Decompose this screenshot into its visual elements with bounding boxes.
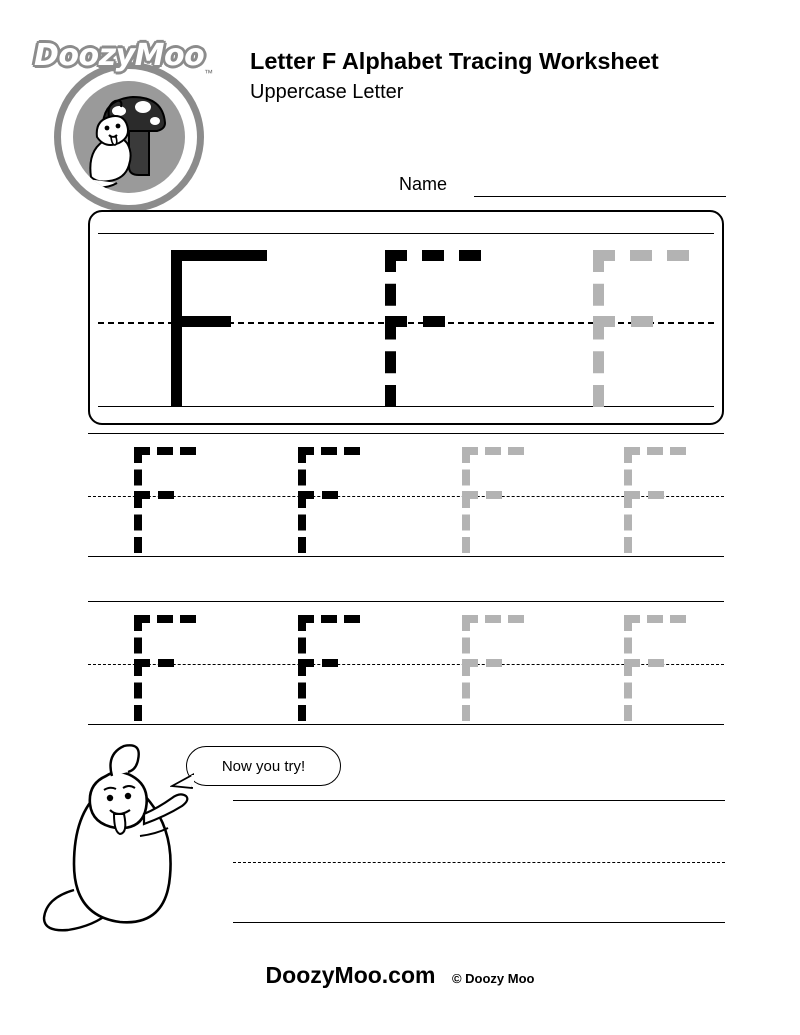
practice-letter-f-gray[interactable]	[586, 441, 666, 551]
logo-badge-inner	[73, 81, 185, 193]
big-letter-f-dashed[interactable]	[330, 242, 450, 407]
letter-arm-top	[298, 447, 360, 455]
logo-wordmark: DoozyMoo	[34, 38, 205, 73]
big-tracing-box	[88, 210, 724, 425]
speech-bubble	[186, 746, 341, 786]
guide-line-top	[98, 233, 714, 234]
letter-stem	[134, 615, 142, 721]
name-field	[399, 174, 729, 200]
letter-stem	[624, 615, 632, 721]
guide-line-bottom	[88, 556, 724, 557]
letter-stem	[624, 447, 632, 553]
logo-badge	[54, 62, 204, 212]
logo-mascot-icon	[73, 81, 185, 193]
letter-arm-top	[385, 250, 481, 261]
letter-stem	[593, 250, 604, 407]
letter-arm-middle	[298, 659, 338, 667]
letter-arm-middle	[298, 491, 338, 499]
practice-letter-f-dashed[interactable]	[260, 441, 340, 551]
guide-line-top	[233, 800, 725, 801]
letter-stem	[385, 250, 396, 407]
letter-stem	[462, 615, 470, 721]
letter-arm-top	[624, 615, 686, 623]
letter-arm-top	[134, 447, 196, 455]
practice-letter-f-dashed[interactable]	[260, 609, 340, 719]
letter-stem	[171, 250, 182, 407]
practice-letter-f-dashed[interactable]	[96, 441, 176, 551]
letter-stem	[134, 447, 142, 553]
letter-stem	[298, 447, 306, 553]
letter-arm-middle	[624, 659, 664, 667]
letter-arm-middle	[624, 491, 664, 499]
guide-line-top	[88, 433, 724, 434]
speech-bubble-tail	[170, 772, 194, 790]
letter-arm-top	[134, 615, 196, 623]
practice-letter-f-dashed[interactable]	[96, 609, 176, 719]
practice-letter-f-gray[interactable]	[424, 441, 504, 551]
speech-bubble-text: Now you try!	[221, 757, 306, 775]
practice-row-2	[88, 601, 724, 731]
letter-arm-top	[298, 615, 360, 623]
doozy-moo-logo	[28, 28, 224, 188]
letter-arm-middle	[462, 491, 502, 499]
footer-copyright: © Doozy Moo	[451, 971, 535, 986]
guide-line-bottom	[233, 922, 725, 923]
letter-arm-middle	[134, 659, 174, 667]
guide-line-bottom	[88, 724, 724, 725]
letter-arm-top	[624, 447, 686, 455]
practice-letter-f-gray[interactable]	[424, 609, 504, 719]
letter-arm-middle	[385, 316, 445, 327]
logo-trademark: ™	[204, 68, 213, 78]
free-write-lines[interactable]	[233, 800, 725, 925]
letter-arm-middle	[134, 491, 174, 499]
guide-line-middle-dashed	[233, 862, 725, 863]
letter-arm-top	[593, 250, 689, 261]
letter-arm-top	[462, 615, 524, 623]
letter-arm-top	[171, 250, 267, 261]
page-title: Letter F Alphabet Tracing Worksheet	[250, 48, 659, 74]
letter-arm-middle	[171, 316, 231, 327]
practice-letter-f-gray[interactable]	[586, 609, 666, 719]
letter-arm-middle	[462, 659, 502, 667]
letter-stem	[462, 447, 470, 553]
name-label: Name	[399, 174, 448, 194]
letter-arm-middle	[593, 316, 653, 327]
page-title-block	[250, 46, 770, 106]
letter-arm-top	[462, 447, 524, 455]
big-letter-f-gray[interactable]	[538, 242, 658, 407]
letter-stem	[298, 615, 306, 721]
footer-site-name[interactable]: DoozyMoo.com	[265, 962, 436, 988]
big-letter-f-solid[interactable]	[116, 242, 236, 407]
guide-line-top	[88, 601, 724, 602]
page-subtitle: Uppercase Letter	[250, 81, 404, 103]
name-input-line[interactable]	[474, 196, 726, 197]
footer	[0, 962, 800, 989]
practice-row-1	[88, 433, 724, 563]
